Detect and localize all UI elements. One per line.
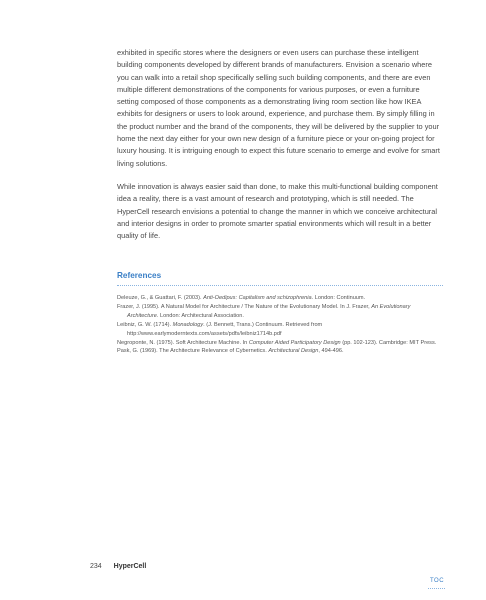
reference-title: Architectural Design [268,348,319,355]
reference-text: . (J. Bennett, Trans.) Continuum. Retrieved from http://www.earlymoderntexts.com/assets/pdfs/leibniz1714b.pdf [127,321,323,337]
references-list [117,294,443,356]
reference-item [117,347,443,356]
reference-title: Monadology [172,321,204,328]
page-footer [90,563,146,570]
toc-underline [428,588,445,589]
dotted-divider [117,285,443,286]
reference-text: Negroponte, N. (1975). Soft Architecture Machine. In [117,339,249,346]
reference-item [117,303,443,321]
reference-title: An Evolutionary Architecture [127,303,411,319]
reference-text: . London: Continuum. [311,295,366,301]
toc-link[interactable]: TOC [430,578,445,584]
reference-text: , 494-496. [318,348,344,355]
reference-text: (pp. 102-123). Cambridge: MIT Press. [340,339,437,346]
paragraph: While innovation is always easier said than done, to make this multi-functional building component idea a reality, there is a vast amount of research and prototyping, which is still needed. The HyperCell research envisions a potential to change the manner in which we conceive architectural and interior designs in order to promote smarter spatial environments which will result in a better quality of life. [117,181,438,241]
reference-item [117,321,443,339]
paragraph: exhibited in specific stores where the designers or even users can purchase these intelligent building components developed by different brands of manufacturers. Envision a scenario where you can walk into a retail shop specifically selling such building components, and there are even multiple different demonstrations of the components for various purposes, or even a furniture setting composed of those components as a demonstrating living room section like how IKEA exhibits for designers or users to look around, experience, and purchase them. By simply filling in the product number and the brand of the components, they will be delivered by the supplier to your home the next day either for your own new design of a furniture piece or your on-going project for luxury housing. It is intriguing enough to expect this future scenario to emerge and evolve for smart living solutions. [117,48,440,168]
reference-item [117,339,443,348]
reference-title: Computer Aided Participatory Design [248,339,341,346]
reference-text: Frazer, J. (1995). A Natural Model for Architecture / The Nature of the Evolutionary Model. In J. Frazer, [117,303,372,310]
reference-text: Deleuze, G., & Guattari, F. (2003). [117,295,204,301]
body-text [117,47,443,253]
reference-text: Leibniz, G. W. (1714). [117,321,173,328]
references-heading: References [117,271,162,280]
page-number: 234 [90,563,102,570]
running-title: HyperCell [113,563,147,570]
reference-title: Anti-Oedipus: Capitalism and schizophrenia [203,295,312,301]
reference-text: Pask, G. (1969). The Architecture Relevance of Cybernetics. [117,348,269,355]
reference-item [117,294,443,303]
reference-text: . London: Architectural Association. [156,312,244,319]
